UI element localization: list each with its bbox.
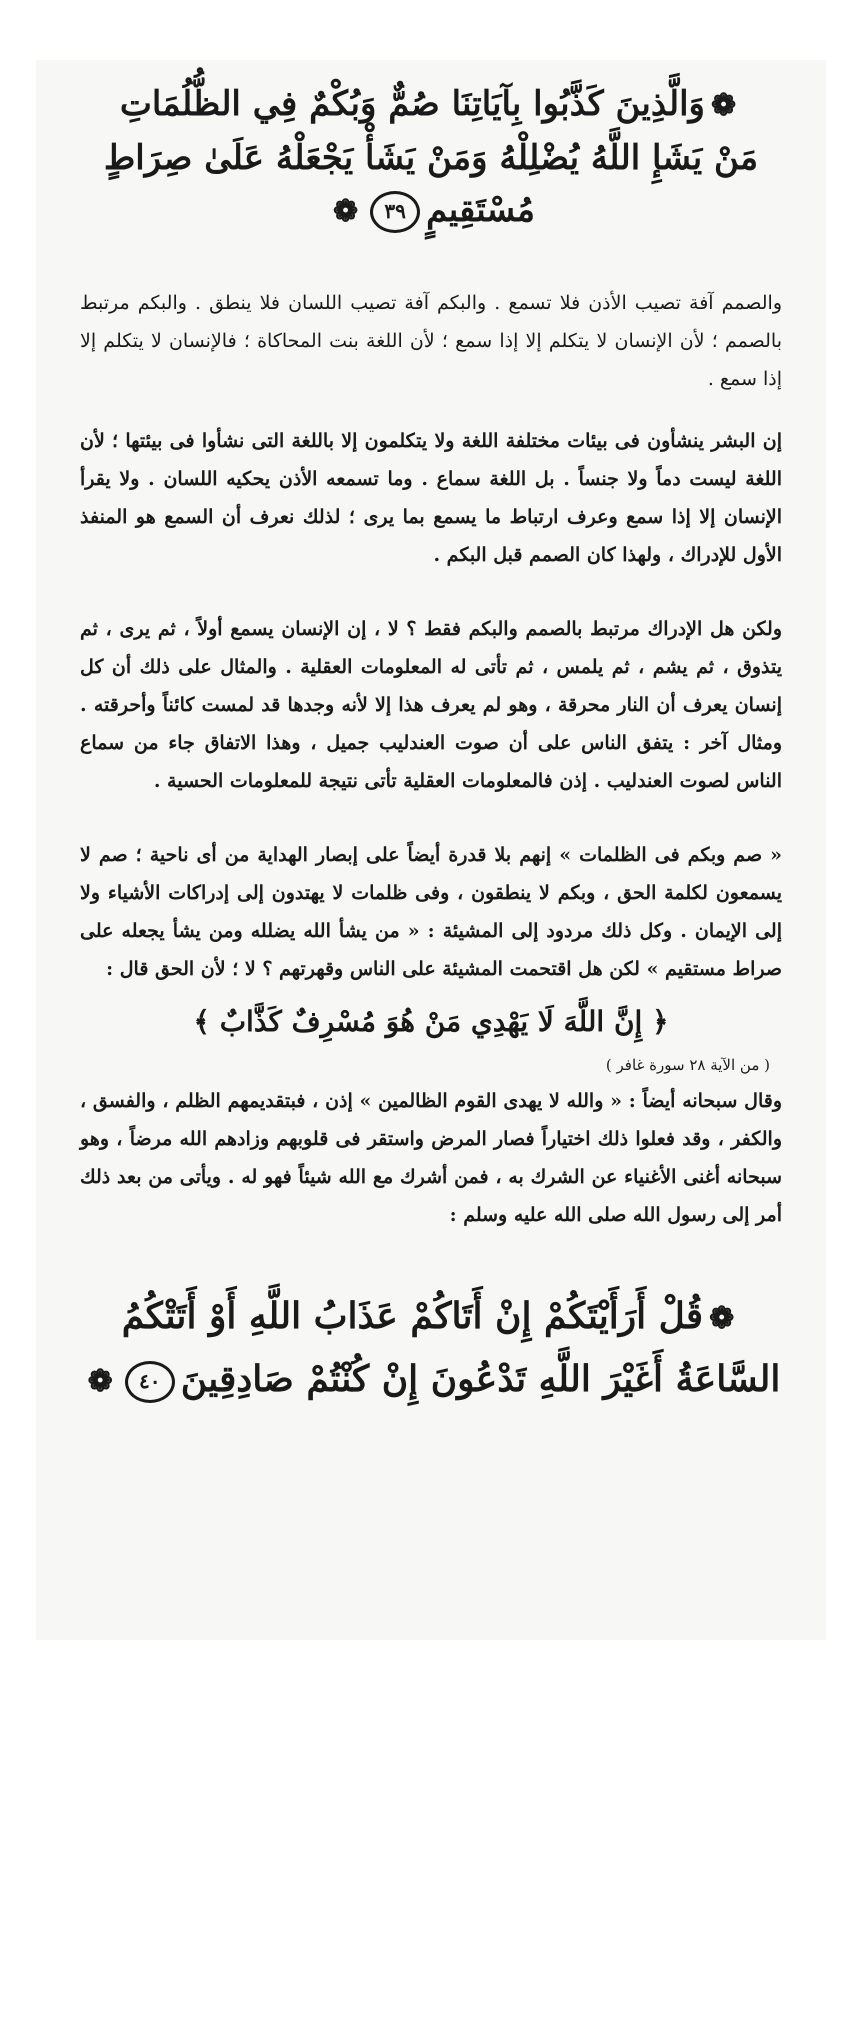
floral-ornament-icon: ❁ — [710, 88, 737, 123]
paragraph-2-text: إن البشر ينشأون فى بيئات مختلفة اللغة ولا يتكلمون إلا باللغة التى نشأوا فى بيئتها ؛ لأن اللغة ليست دماً ولا جنساً . بل اللغة سماع . وما تسمعه الأذن يحكيه اللسان . ولا يقرأ الإنسان إلا إذا سمع وعرف ارتباط ما يسمع بما يرى ؛ لذلك نعرف أن السمع هو المنفذ الأول للإدراك ، ولهذا كان الصمم قبل البكم . — [80, 430, 782, 566]
verse-39-text-2: مَنْ يَشَإِ اللَّهُ يُضْلِلْهُ وَمَنْ يَشَأْ يَجْعَلْهُ عَلَىٰ صِرَاطٍ — [103, 138, 759, 178]
verse-39-line-3 — [80, 184, 782, 238]
quoted-verse-text: إِنَّ اللَّهَ لَا يَهْدِي مَنْ هُوَ مُسْرِفٌ كَذَّابٌ — [219, 1005, 643, 1038]
paragraph-1-text: والصمم آفة تصيب الأذن فلا تسمع . والبكم آفة تصيب اللسان فلا ينطق . والبكم مرتبط بالصمم ؛ لأن الإنسان لا يتكلم إلا إذا سمع ؛ لأن اللغة بنت المحاكاة ؛ فالإنسان لا يتكلم إلا إذا سمع . — [80, 292, 782, 390]
floral-ornament-icon: ❁ — [332, 194, 359, 229]
floral-ornament-icon: ❁ — [87, 1364, 113, 1399]
paragraph-5-text: وقال سبحانه أيضاً : « والله لا يهدى القوم الظالمين » إذن ، فبتقديمهم الظلم ، والفسق ، والكفر ، وقد فعلوا ذلك اختياراً فصار المرض واستقر فى قلوبهم وزادهم الله مرضاً ، وهو سبحانه أغنى الأغنياء عن الشرك به ، فمن أشرك مع الله شيئاً فهو له . ويأتى من بعد ذلك أمر إلى رسول الله صلى الله عليه وسلم : — [80, 1090, 782, 1226]
paragraph-2 — [80, 422, 782, 574]
ayah-number-badge: ٤٠ — [125, 1361, 175, 1403]
page-content — [80, 60, 782, 1412]
verse-40-block — [80, 1286, 782, 1412]
verse-40-text-2: السَّاعَةُ أَغَيْرَ اللَّهِ تَدْعُونَ إِنْ كُنْتُمْ صَادِقِينَ — [180, 1358, 781, 1400]
verse-39-line-2 — [80, 132, 782, 184]
paragraph-4-text: « صم وبكم فى الظلمات » إنهم بلا قدرة أيضاً على إبصار الهداية من أى ناحية ؛ صم لا يسمعون لكلمة الحق ، وبكم لا ينطقون ، وفى ظلمات لا يهتدون إلى إدراكات الأشياء ولا إلى الإيمان . وكل ذلك مردود إلى المشيئة : « من يشأ الله يضلله ومن يشأ يجعله على صراط مستقيم » لكن هل اقتحمت المشيئة على الناس وقهرتهم ؟ لا ؛ لأن الحق قال : — [80, 844, 782, 980]
paragraph-3 — [80, 610, 782, 800]
quoted-verse — [80, 998, 782, 1046]
ayah-number-badge: ٣٩ — [370, 191, 420, 233]
verse-39-line-1 — [80, 78, 782, 132]
paragraph-4 — [80, 836, 782, 988]
verse-39-block — [80, 78, 782, 238]
verse-39-text-3: مُسْتَقِيمٍ — [426, 190, 536, 230]
bracket-close: ﴾ — [193, 1005, 210, 1038]
paragraph-3-text: ولكن هل الإدراك مرتبط بالصمم والبكم فقط ؟ لا ، إن الإنسان يسمع أولاً ، ثم يرى ، ثم يتذوق ، ثم يشم ، ثم يلمس ، ثم تأتى له المعلومات العقلية . والمثال على ذلك أن كل إنسان يعرف أن النار محرقة ، وهو لم يعرف هذا إلا لأنه وجدها قد لمست كائناً وأحرقته . ومثال آخر : يتفق الناس على أن صوت العندليب جميل ، وهذا الاتفاق جاء من سماع الناس لصوت العندليب . إذن فالمعلومات العقلية تأتى نتيجة للمعلومات الحسية . — [80, 618, 782, 792]
floral-ornament-icon: ❁ — [709, 1301, 735, 1336]
paragraph-5 — [80, 1082, 782, 1234]
book-page — [36, 60, 826, 1640]
verse-40-text-1: قُلْ أَرَأَيْتَكُمْ إِنْ أَتَاكُمْ عَذَابُ اللَّهِ أَوْ أَتَتْكُمُ — [121, 1295, 704, 1337]
paragraph-1 — [80, 284, 782, 398]
verse-reference: ( من الآية ٢٨ سورة غافر ) — [605, 1056, 770, 1074]
verse-39-text-1: وَالَّذِينَ كَذَّبُوا بِآيَاتِنَا صُمٌّ وَبُكْمٌ فِي الظُّلُمَاتِ — [119, 84, 705, 124]
verse-40-line-2 — [80, 1349, 782, 1412]
verse-40-line-1 — [80, 1286, 782, 1349]
bracket-open: ﴿ — [652, 1005, 669, 1038]
